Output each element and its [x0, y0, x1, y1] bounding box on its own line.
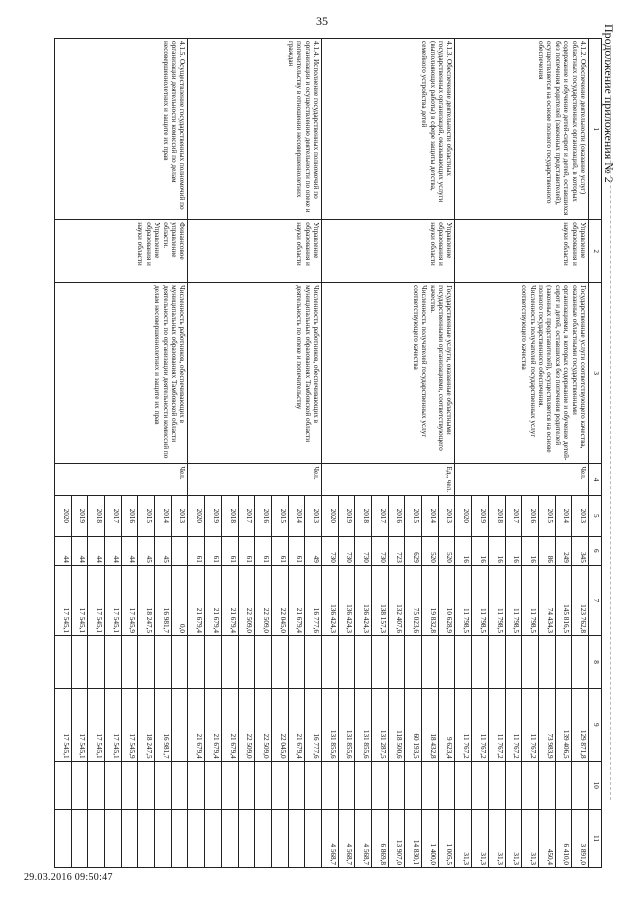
year-cell: 2016 — [388, 495, 405, 536]
value-cell — [288, 761, 305, 809]
value-cell: 22 045,0 — [271, 689, 288, 762]
value-cell — [455, 635, 472, 688]
unit-cell: Чел. — [455, 464, 589, 495]
value-cell: 16 — [472, 536, 489, 565]
value-cell — [438, 635, 455, 688]
value-cell — [422, 761, 439, 809]
year-cell: 2016 — [255, 495, 272, 536]
program-table — [54, 38, 602, 868]
value-cell: 21 679,4 — [205, 689, 222, 762]
value-cell: 730 — [322, 536, 339, 565]
value-cell — [538, 635, 555, 688]
value-cell: 22 509,0 — [255, 689, 272, 762]
value-cell — [105, 761, 122, 809]
value-cell: 17 545,9 — [121, 565, 138, 635]
year-cell: 2017 — [105, 495, 122, 536]
year-cell: 2019 — [472, 495, 489, 536]
value-cell: 730 — [355, 536, 372, 565]
value-cell: 61 — [221, 536, 238, 565]
value-cell: 136 424,3 — [338, 565, 355, 635]
col-2: 2 — [589, 220, 602, 283]
value-cell — [338, 761, 355, 809]
value-cell: 16 777,6 — [305, 565, 322, 635]
value-cell — [388, 635, 405, 688]
executor-cell: Управление образования и науки области — [455, 220, 589, 283]
indicator-cell — [455, 283, 589, 464]
value-cell: 61 — [288, 536, 305, 565]
value-cell — [355, 761, 372, 809]
indicator-text-2: Численность получателей государственных услуг соответствующего качества — [411, 285, 429, 438]
table-body — [55, 39, 589, 868]
value-cell: 86 — [538, 536, 555, 565]
table-row — [305, 39, 322, 868]
value-cell — [105, 809, 122, 867]
value-cell: 60 193,5 — [405, 689, 422, 762]
value-cell — [472, 635, 489, 688]
value-cell — [171, 635, 188, 688]
value-cell: 22 509,0 — [238, 565, 255, 635]
table-row — [438, 39, 455, 868]
col-7: 7 — [589, 565, 602, 635]
value-cell — [221, 809, 238, 867]
value-cell: 17 545,1 — [88, 689, 105, 762]
indicator-text: Государственные услуги соответствующего качества, оказанные областными государственными организациями, в которых содержание и обучение детей-сирот и детей, оставшихся без попечения родителей (законных представителей), осуществляется на основе полного государственного обеспечения. — [536, 285, 587, 461]
year-cell: 2013 — [305, 495, 322, 536]
unit-cell: Чел. — [55, 464, 189, 495]
value-cell — [121, 635, 138, 688]
table-row — [171, 39, 188, 868]
value-cell — [238, 635, 255, 688]
value-cell: 629 — [405, 536, 422, 565]
value-cell: 11 798,5 — [488, 565, 505, 635]
measure-cell: 4.1.3. Обеспечение деятельности областных государственных организаций, оказывающих услуги (выполняющих работы) в сфере защиты детства, семейного устройства детей — [322, 39, 456, 220]
value-cell: 31,3 — [472, 809, 489, 867]
value-cell: 45 — [138, 536, 155, 565]
value-cell: 16 981,7 — [155, 689, 172, 762]
value-cell — [305, 635, 322, 688]
value-cell: 4 568,7 — [322, 809, 339, 867]
year-cell: 2020 — [55, 495, 72, 536]
value-cell: 21 679,4 — [221, 565, 238, 635]
value-cell: 11 798,5 — [472, 565, 489, 635]
col-3: 3 — [589, 283, 602, 464]
col-4: 4 — [589, 464, 602, 495]
value-cell — [88, 809, 105, 867]
year-cell: 2018 — [88, 495, 105, 536]
year-cell: 2018 — [488, 495, 505, 536]
value-cell — [472, 761, 489, 809]
value-cell: 61 — [255, 536, 272, 565]
value-cell: 17 545,1 — [105, 565, 122, 635]
value-cell: 723 — [388, 536, 405, 565]
value-cell: 520 — [438, 536, 455, 565]
value-cell — [188, 635, 205, 688]
value-cell: 129 871,8 — [572, 689, 589, 762]
value-cell — [55, 635, 72, 688]
value-cell — [205, 809, 222, 867]
year-cell: 2018 — [355, 495, 372, 536]
value-cell: 131 287,5 — [372, 689, 389, 762]
value-cell: 123 762,8 — [572, 565, 589, 635]
value-cell: 131 855,6 — [338, 689, 355, 762]
value-cell: 31,3 — [488, 809, 505, 867]
value-cell — [155, 809, 172, 867]
value-cell — [522, 635, 539, 688]
year-cell: 2020 — [455, 495, 472, 536]
value-cell — [55, 809, 72, 867]
value-cell — [255, 809, 272, 867]
value-cell — [338, 635, 355, 688]
value-cell: 118 500,6 — [388, 689, 405, 762]
value-cell: 11 798,5 — [522, 565, 539, 635]
value-cell: 61 — [205, 536, 222, 565]
value-cell — [55, 761, 72, 809]
value-cell — [372, 761, 389, 809]
executor-cell: Управление образования и науки области — [188, 220, 322, 283]
value-cell — [188, 809, 205, 867]
indicator-cell — [188, 283, 322, 464]
value-cell: 22 509,0 — [238, 689, 255, 762]
value-cell — [105, 635, 122, 688]
print-timestamp: 29.03.2016 09:50:47 — [24, 872, 113, 883]
year-cell: 2020 — [322, 495, 339, 536]
value-cell — [188, 761, 205, 809]
year-cell: 2013 — [572, 495, 589, 536]
value-cell: 17 545,9 — [121, 689, 138, 762]
value-cell — [138, 635, 155, 688]
value-cell — [71, 809, 88, 867]
value-cell: 16 — [522, 536, 539, 565]
measure-cell: 4.1.4. Исполнение государственных полномочий по организации и осуществлению деятельности по опеке и попечительству в отношении несовершеннолетних граждан — [188, 39, 322, 220]
value-cell — [171, 761, 188, 809]
year-cell: 2014 — [155, 495, 172, 536]
value-cell — [238, 809, 255, 867]
col-9: 9 — [589, 689, 602, 762]
value-cell — [205, 635, 222, 688]
value-cell — [155, 761, 172, 809]
value-cell: 131 855,6 — [355, 689, 372, 762]
value-cell — [322, 761, 339, 809]
indicator-cell — [322, 283, 456, 464]
value-cell: 450,4 — [538, 809, 555, 867]
value-cell — [572, 761, 589, 809]
value-cell — [555, 761, 572, 809]
table-row — [572, 39, 589, 868]
value-cell — [405, 635, 422, 688]
value-cell: 18 247,5 — [138, 565, 155, 635]
value-cell: 19 832,8 — [422, 565, 439, 635]
value-cell: 730 — [338, 536, 355, 565]
value-cell — [221, 635, 238, 688]
unit-cell: Чел. — [188, 464, 322, 495]
value-cell — [522, 761, 539, 809]
year-cell: 2014 — [422, 495, 439, 536]
value-cell: 31,3 — [505, 809, 522, 867]
value-cell: 145 816,5 — [555, 565, 572, 635]
value-cell — [121, 761, 138, 809]
value-cell — [71, 635, 88, 688]
year-cell: 2015 — [405, 495, 422, 536]
year-cell: 2015 — [271, 495, 288, 536]
value-cell: 73 983,9 — [538, 689, 555, 762]
value-cell: 11 798,5 — [455, 565, 472, 635]
value-cell: 17 545,1 — [105, 689, 122, 762]
value-cell: 21 679,4 — [188, 565, 205, 635]
document-table-area — [54, 38, 602, 868]
year-cell: 2018 — [221, 495, 238, 536]
value-cell — [88, 761, 105, 809]
value-cell: 14 830,1 — [405, 809, 422, 867]
value-cell — [271, 809, 288, 867]
year-cell: 2019 — [71, 495, 88, 536]
value-cell — [138, 761, 155, 809]
year-cell: 2016 — [522, 495, 539, 536]
value-cell: 6 869,8 — [372, 809, 389, 867]
value-cell: 44 — [105, 536, 122, 565]
value-cell — [221, 761, 238, 809]
value-cell — [171, 689, 188, 762]
value-cell — [255, 635, 272, 688]
value-cell: 1 005,5 — [438, 809, 455, 867]
indicator-text: Численность работников, обеспечивающих в муниципальных образованиях Тамбовской области деятельность по опеке и попечительству — [295, 285, 320, 443]
value-cell: 9 623,4 — [438, 689, 455, 762]
value-cell — [572, 635, 589, 688]
value-cell — [505, 635, 522, 688]
value-cell: 18 247,5 — [138, 689, 155, 762]
value-cell: 6 410,0 — [555, 809, 572, 867]
value-cell: 16 — [505, 536, 522, 565]
value-cell — [555, 635, 572, 688]
measure-cell: 4.1.2. Обеспечение деятельности (оказание услуг) областных государственных организаций, в которых содержание и обучение детей-сирот и детей, оставшихся без попечения родителей (законных представителей), осуществляется на основе полного государственного обеспечения — [455, 39, 589, 220]
value-cell: 74 434,3 — [538, 565, 555, 635]
value-cell: 132 407,6 — [388, 565, 405, 635]
value-cell: 21 679,4 — [205, 565, 222, 635]
year-cell: 2014 — [288, 495, 305, 536]
value-cell: 45 — [155, 536, 172, 565]
year-cell: 2019 — [338, 495, 355, 536]
indicator-text: Государственные услуги, оказанные областными государственными организациями, соответствующего качества. — [428, 285, 454, 451]
value-cell: 10 628,9 — [438, 565, 455, 635]
value-cell: 131 855,6 — [322, 689, 339, 762]
value-cell: 21 679,4 — [288, 565, 305, 635]
value-cell — [288, 635, 305, 688]
year-cell: 2015 — [538, 495, 555, 536]
year-cell: 2017 — [238, 495, 255, 536]
year-cell: 2017 — [372, 495, 389, 536]
value-cell — [305, 761, 322, 809]
value-cell: 21 679,4 — [188, 689, 205, 762]
col-1: 1 — [589, 39, 602, 220]
value-cell: 138 157,3 — [372, 565, 389, 635]
value-cell: 61 — [188, 536, 205, 565]
indicator-text: Численность работников, обеспечивающих в муниципальных образованиях Тамбовской области деятельность по организации деятельности комиссий по делам несовершеннолетних и защите их прав — [153, 285, 187, 459]
page-number: 35 — [316, 14, 328, 28]
year-cell: 2017 — [505, 495, 522, 536]
year-cell: 2020 — [188, 495, 205, 536]
year-cell: 2015 — [138, 495, 155, 536]
year-cell: 2013 — [171, 495, 188, 536]
fold-line — [610, 40, 611, 800]
value-cell: 3 891,0 — [572, 809, 589, 867]
year-cell: 2014 — [555, 495, 572, 536]
value-cell — [388, 761, 405, 809]
col-10: 10 — [589, 761, 602, 809]
value-cell — [121, 809, 138, 867]
col-11: 11 — [589, 809, 602, 867]
value-cell: 31,3 — [522, 809, 539, 867]
value-cell — [405, 761, 422, 809]
value-cell — [538, 761, 555, 809]
col-5: 5 — [589, 495, 602, 536]
value-cell: 22 509,0 — [255, 565, 272, 635]
executor-cell: Финансовое управление области. Управление образования и науки области — [55, 220, 189, 283]
value-cell — [488, 635, 505, 688]
value-cell — [205, 761, 222, 809]
value-cell: 1 400,0 — [422, 809, 439, 867]
value-cell — [288, 809, 305, 867]
value-cell: 61 — [271, 536, 288, 565]
col-6: 6 — [589, 536, 602, 565]
value-cell — [355, 635, 372, 688]
value-cell: 44 — [88, 536, 105, 565]
value-cell: 16 — [455, 536, 472, 565]
value-cell: 11 767,2 — [472, 689, 489, 762]
value-cell — [422, 635, 439, 688]
value-cell — [372, 635, 389, 688]
value-cell — [71, 761, 88, 809]
value-cell: 16 981,7 — [155, 565, 172, 635]
value-cell: 136 424,3 — [322, 565, 339, 635]
value-cell: 136 424,3 — [355, 565, 372, 635]
year-cell: 2013 — [438, 495, 455, 536]
value-cell: 17 545,1 — [71, 565, 88, 635]
appendix-title-text: Продолжение приложения № 2 — [602, 24, 616, 183]
value-cell: 520 — [422, 536, 439, 565]
measure-cell: 4.1.5. Осуществление государственных полномочий по организации деятельности комиссий по делам несовершеннолетних и защите их прав — [55, 39, 189, 220]
value-cell: 17 545,1 — [88, 565, 105, 635]
unit-cell: Ед., чел. — [322, 464, 456, 495]
col-8: 8 — [589, 635, 602, 688]
value-cell: 44 — [121, 536, 138, 565]
value-cell — [255, 761, 272, 809]
value-cell — [271, 761, 288, 809]
value-cell: 16 — [488, 536, 505, 565]
year-cell: 2019 — [205, 495, 222, 536]
executor-cell: Управление образования и науки области — [322, 220, 456, 283]
value-cell: 44 — [55, 536, 72, 565]
value-cell: 4 568,7 — [338, 809, 355, 867]
value-cell: 16 777,6 — [305, 689, 322, 762]
value-cell — [138, 809, 155, 867]
value-cell — [438, 761, 455, 809]
value-cell: 21 679,4 — [288, 689, 305, 762]
value-cell — [238, 761, 255, 809]
value-cell: 11 767,2 — [488, 689, 505, 762]
value-cell — [155, 635, 172, 688]
value-cell: 345 — [572, 536, 589, 565]
year-cell: 2016 — [121, 495, 138, 536]
indicator-text-2: Численность получателей государственных услуг соответствующего качества — [520, 285, 537, 438]
value-cell: 61 — [238, 536, 255, 565]
value-cell — [88, 635, 105, 688]
value-cell: 4 568,7 — [355, 809, 372, 867]
value-cell: 17 545,1 — [71, 689, 88, 762]
value-cell: 75 023,6 — [405, 565, 422, 635]
value-cell — [305, 809, 322, 867]
indicator-cell — [55, 283, 189, 464]
value-cell: 11 767,2 — [505, 689, 522, 762]
column-number-row — [589, 39, 602, 868]
value-cell: 11 798,5 — [505, 565, 522, 635]
value-cell: 18 432,8 — [422, 689, 439, 762]
value-cell — [171, 809, 188, 867]
value-cell: 13 907,0 — [388, 809, 405, 867]
value-cell: 139 406,5 — [555, 689, 572, 762]
appendix-title — [600, 24, 616, 194]
value-cell — [171, 536, 188, 565]
value-cell — [271, 635, 288, 688]
value-cell — [455, 761, 472, 809]
value-cell: 17 545,1 — [55, 565, 72, 635]
value-cell: 22 045,0 — [271, 565, 288, 635]
value-cell: 11 767,2 — [455, 689, 472, 762]
value-cell — [505, 761, 522, 809]
value-cell: 49 — [305, 536, 322, 565]
value-cell: 17 545,1 — [55, 689, 72, 762]
value-cell: 11 767,2 — [522, 689, 539, 762]
value-cell: 0,0 — [171, 565, 188, 635]
value-cell — [322, 635, 339, 688]
value-cell: 31,3 — [455, 809, 472, 867]
value-cell: 21 679,4 — [221, 689, 238, 762]
value-cell: 249 — [555, 536, 572, 565]
value-cell: 730 — [372, 536, 389, 565]
value-cell: 44 — [71, 536, 88, 565]
value-cell — [488, 761, 505, 809]
